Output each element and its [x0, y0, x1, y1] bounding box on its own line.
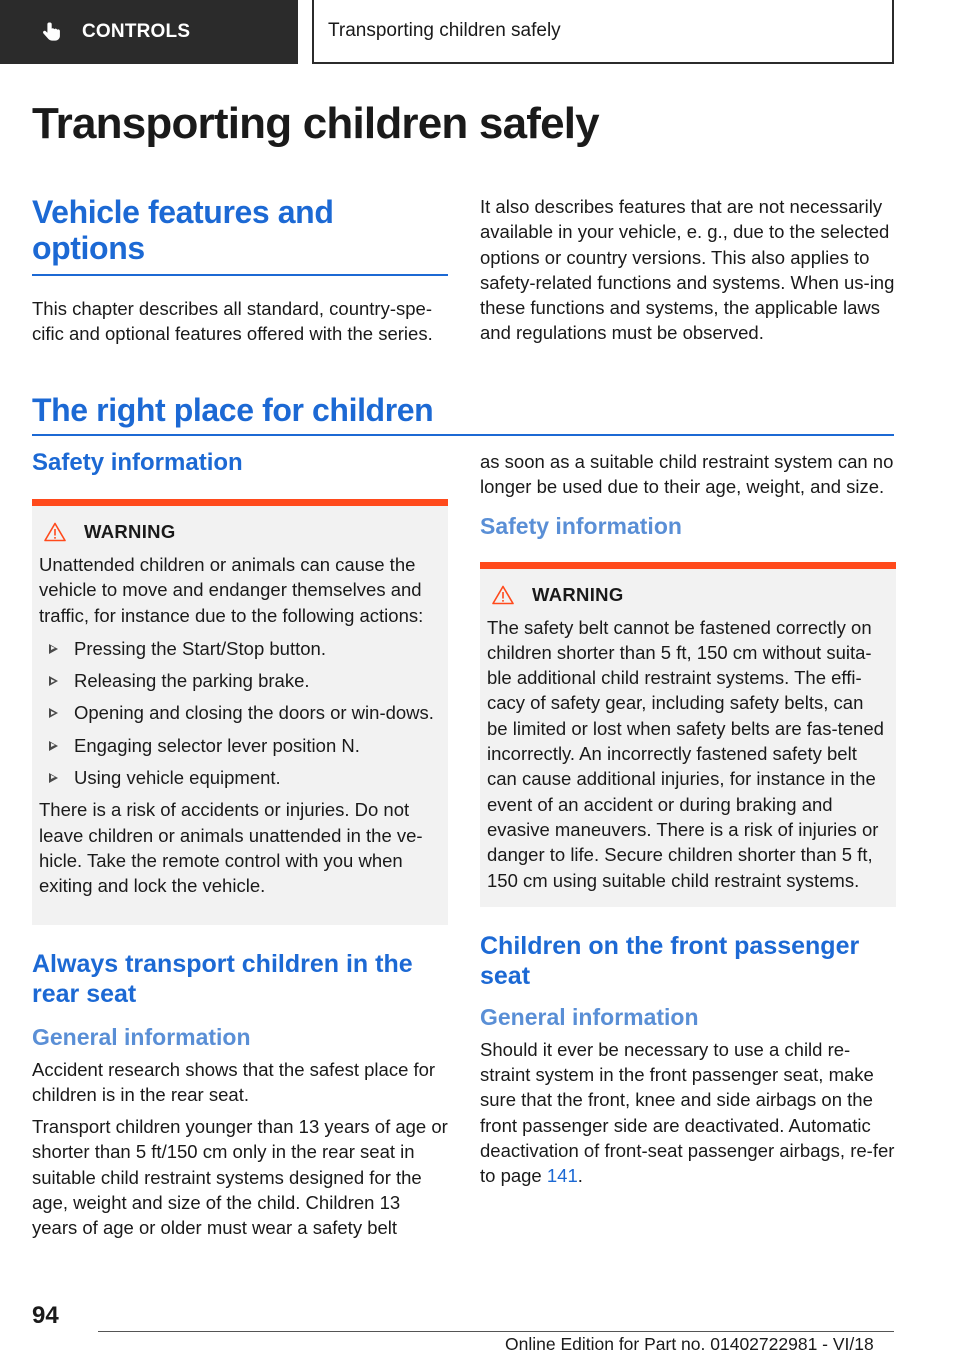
bullet-triangle-icon	[49, 708, 58, 718]
edition-note: Online Edition for Part no. 01402722981 - VI/18	[505, 1334, 874, 1354]
warning-title: WARNING	[532, 583, 624, 605]
rear-seat-general-heading: General information	[32, 1023, 251, 1050]
warning-triangle-icon	[492, 585, 514, 605]
front-passenger-text: Should it ever be necessary to use a child re-straint system in the front passenger seat, make sure that the front, knee and side airbags on the front passenger side are deactivated. Automatic deactivation of front-seat passenger airbags, re-fer to page 141.	[480, 1038, 895, 1187]
warning-box-safety-belt	[480, 562, 896, 907]
right-column	[480, 449, 896, 1189]
list-item: Releasing the parking brake.	[39, 668, 440, 693]
warning-intro: Unattended children or animals can cause the vehicle to move and endanger themselves and traffic, for instance due to the following actions:	[39, 554, 424, 626]
warning-text: The safety belt cannot be fastened correctly on children shorter than 5 ft, 150 cm without suita-ble additional child restraint systems. The effi-cacy of safety gear, including safety belts, can be limited or lost when safety belts are fas-tened incorrectly. An incorrectly fastened safety belt can cause additional injuries, for instance in the event of an accident or during braking and evasive maneuvers. There is a risk of injuries or danger to life. Secure children shorter than 5 ft, 150 cm using suitable child restraint systems.	[487, 616, 884, 891]
warning-title-row	[487, 569, 888, 608]
page-number: 94	[32, 1302, 59, 1329]
vehicle-features-left	[32, 194, 448, 347]
vehicle-features-right-text: It also describes features that are not necessarily available in your vehicle, e. g., due to the selected options or country versions. This also applies to safety-related functions and systems. When us-ing these functions and systems, the applicable laws and regulations must be observed.	[480, 196, 895, 344]
warning-bar	[480, 562, 896, 569]
hand-touch-icon	[40, 20, 64, 44]
left-column	[32, 448, 448, 1241]
warning-outro: There is a risk of accidents or injuries. Do not leave children or animals unattended in the ve-hicle. Take the remote control with you when exiting and lock the vehicle.	[39, 799, 423, 897]
front-passenger-heading: Children on the front passenger seat	[480, 931, 860, 990]
rear-seat-p2-continued: as soon as a suitable child restraint system can no longer be used due to their age, weight, and size.	[480, 451, 894, 498]
footer-rule	[98, 1331, 894, 1332]
section-label: CONTROLS	[82, 21, 191, 42]
heading-rule	[32, 274, 448, 276]
safety-info-heading-2: Safety information	[480, 512, 682, 539]
heading-rule	[32, 434, 894, 436]
bullet-triangle-icon	[49, 741, 58, 751]
right-place-heading: The right place for children	[32, 392, 434, 428]
front-passenger-general-heading: General information	[480, 1003, 699, 1030]
warning-box-unattended	[32, 499, 448, 925]
list-item: Opening and closing the doors or win-dows.	[39, 700, 440, 725]
bullet-triangle-icon	[49, 773, 58, 783]
warning-bar	[32, 499, 448, 506]
warning-action-list	[39, 636, 440, 790]
chapter-title: Transporting children safely	[328, 20, 561, 41]
vehicle-features-left-text: This chapter describes all standard, country-spe-cific and optional features offered with the series.	[32, 298, 433, 345]
list-item: Engaging selector lever position N.	[39, 733, 440, 758]
page-reference-link[interactable]: 141	[546, 1165, 578, 1187]
rear-seat-p2: Transport children younger than 13 years of age or shorter than 5 ft/150 cm only in the rear seat in suitable child restraint systems designed for the age, weight and size of the child. Children 13 years of age or older must wear a safety belt	[32, 1116, 448, 1239]
chapter-header	[312, 0, 894, 64]
rear-seat-p1: Accident research shows that the safest place for children is in the rear seat.	[32, 1058, 436, 1105]
safety-info-heading: Safety information	[32, 449, 243, 476]
bullet-triangle-icon	[49, 676, 58, 686]
list-item: Using vehicle equipment.	[39, 765, 440, 790]
warning-title: WARNING	[84, 521, 176, 542]
right-place-section	[32, 392, 894, 436]
vehicle-features-heading: Vehicle features and options	[32, 194, 334, 266]
section-tab	[0, 0, 298, 64]
page-title: Transporting children safely	[32, 99, 599, 148]
warning-title-row	[39, 506, 440, 545]
bullet-triangle-icon	[49, 644, 58, 654]
list-item: Pressing the Start/Stop button.	[39, 636, 440, 661]
rear-seat-heading: Always transport children in the rear seat	[32, 949, 413, 1008]
vehicle-features-right	[480, 194, 896, 346]
warning-triangle-icon	[44, 522, 66, 542]
